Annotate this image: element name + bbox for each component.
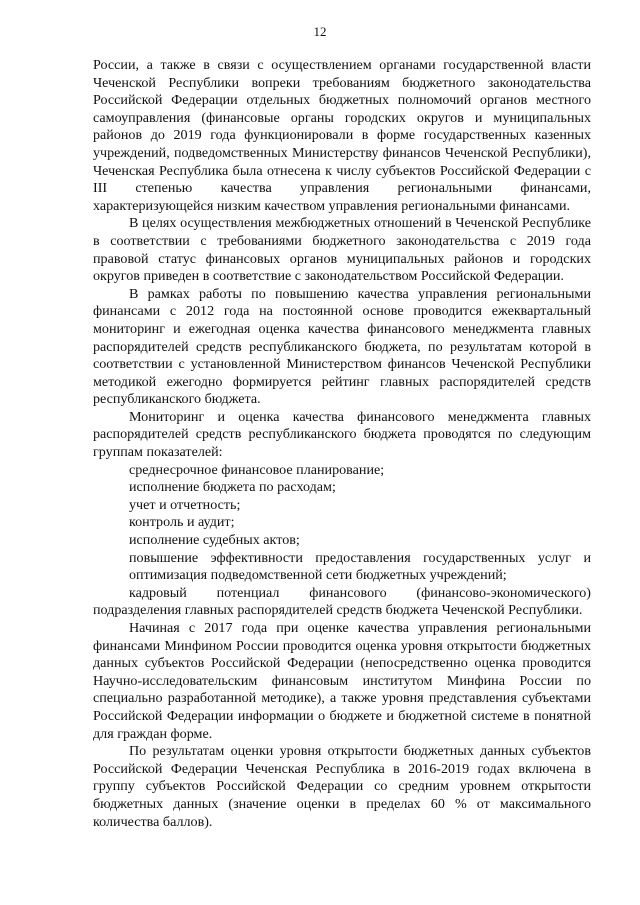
- page-number: 12: [313, 24, 327, 39]
- list-item: среднесрочное финансовое планирование;: [129, 461, 385, 478]
- list-item: повышение эффективности предоставления государственных услуг и оптимизация подведомственной сети бюджетных учреждений;: [129, 549, 591, 584]
- paragraph-interbudget-relations: В целях осуществления межбюджетных отношений в Чеченской Республике в соответствии с требованиями бюджетного законодательства с 2019 года правовой статус финансовых органов муниципальных районов и городских округов приведен в соответствие с законодательством Российской Федерации.: [93, 215, 591, 285]
- paragraph-quality-monitoring: В рамках работы по повышению качества управления региональными финансами с 2012 года на постоянной основе проводится ежеквартальный мониторинг и ежегодная оценка качества финансового менеджмента главных распорядителей средств республиканского бюджета, по результатам которой в соответствии с установленной Министерством финансов Чеченской Республики методикой ежегодно формируется рейтинг главных распорядителей средств республиканского бюджета.: [93, 285, 591, 408]
- list-item: исполнение бюджета по расходам;: [129, 479, 336, 496]
- list-item: кадровый потенциал финансового (финансово-экономического) подразделения главных распорядителей средств бюджета Чеченской Республики.: [93, 584, 591, 619]
- paragraph-openness-assessment: Начиная с 2017 года при оценке качества управления региональными финансами Минфином России проводится оценка уровня открытости бюджетных данных субъектов Российской Федерации (непосредственно оценка проводится Научно-исследовательским финансовым институтом Минфина России по специально разработанной методике), а также уровня представления субъектами Российской Федерации информации о бюджете и бюджетной системе в понятной для граждан форме.: [93, 620, 591, 742]
- list-item: исполнение судебных актов;: [129, 532, 300, 549]
- paragraph-indicator-groups-intro: Мониторинг и оценка качества финансового менеджмента главных распорядителей средств республиканского бюджета проводятся по следующим группам показателей:: [93, 408, 591, 461]
- list-item: учет и отчетность;: [129, 496, 241, 513]
- indicator-groups-list: [93, 462, 591, 620]
- paragraph-openness-results: По результатам оценки уровня открытости бюджетных данных субъектов Российской Федерации Чеченская Республика в 2016-2019 годах включена в группу субъектов Российской Федерации со средним уровнем открытости бюджетных данных (значение оценки в пределах 60 % от максимального количества баллов).: [93, 743, 591, 830]
- document-body: [93, 57, 591, 831]
- paragraph-continuation: России, а также в связи с осуществлением органами государственной власти Чеченской Республики вопреки требованиям бюджетного законодательства Российской Федерации отдельных бюджетных полномочий органов местного самоуправления (финансовые органы городских округов и муниципальных районов до 2019 года функционировали в форме государственных казенных учреждений, подведомственных Министерству финансов Чеченской Республики), Чеченская Республика была отнесена к числу субъектов Российской Федерации с III степенью качества управления региональными финансами, характеризующейся низким качеством управления региональными финансами.: [93, 57, 591, 214]
- list-item: контроль и аудит;: [129, 514, 235, 531]
